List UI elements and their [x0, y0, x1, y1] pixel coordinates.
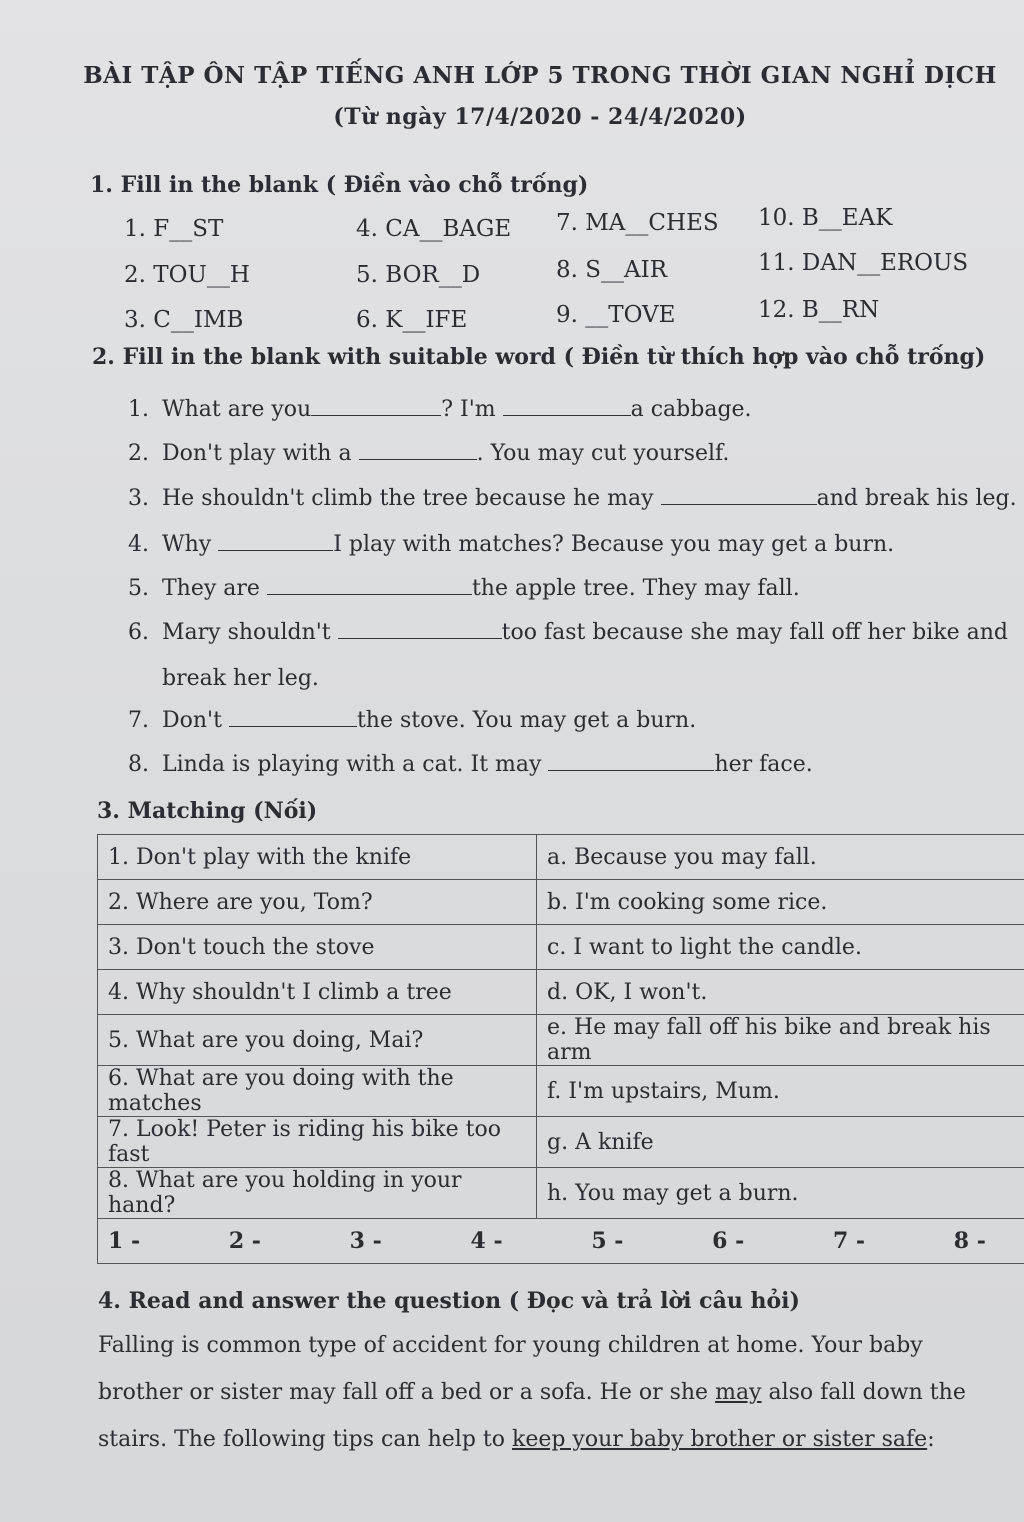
sentence-1: 1. What are you ? I'm a cabbage.: [128, 397, 752, 422]
right-cell: c. I want to light the candle.: [537, 925, 1024, 970]
table-row: [98, 1117, 1024, 1168]
right-cell: b. I'm cooking some rice.: [537, 880, 1024, 925]
left-cell: 4. Why shouldn't I climb a tree: [98, 970, 537, 1015]
sentence-6-continued: break her leg.: [162, 666, 319, 691]
sentence-6: 6. Mary shouldn't too fast because she may fall off her bike and: [128, 620, 1008, 645]
fill-item: 9. __TOVE: [556, 302, 676, 328]
answer-slot[interactable]: 7 -: [832, 1228, 866, 1254]
table-row: [98, 1066, 1024, 1117]
section4-heading: 4. Read and answer the question ( Đọc và trả lời câu hỏi): [98, 1288, 800, 1314]
right-cell: g. A knife: [537, 1117, 1024, 1168]
answer-blank[interactable]: [311, 397, 441, 416]
answer-row: [98, 1219, 1024, 1264]
left-cell: 7. Look! Peter is riding his bike too fast: [98, 1117, 537, 1168]
answer-blank[interactable]: [338, 620, 502, 639]
answer-slot[interactable]: 6 -: [712, 1228, 745, 1254]
sentence-5: 5. They are the apple tree. They may fall.: [128, 576, 800, 601]
table-row: [98, 1015, 1024, 1066]
section1-heading: 1. Fill in the blank ( Điền vào chỗ trống): [90, 172, 589, 198]
left-cell: 2. Where are you, Tom?: [98, 880, 537, 925]
right-cell: e. He may fall off his bike and break his arm: [537, 1015, 1024, 1066]
answer-slots: [108, 1228, 1024, 1254]
table-row: [98, 970, 1024, 1015]
answer-blank[interactable]: [359, 441, 477, 460]
table-row: [98, 925, 1024, 970]
left-cell: 3. Don't touch the stove: [98, 925, 537, 970]
reading-paragraph: Falling is common type of accident for young children at home. Your baby brother or sister may fall off a bed or a sofa. He or she may also fall down the stairs. The following tips can help to keep your baby brother or sister safe:: [98, 1333, 966, 1452]
left-cell: 5. What are you doing, Mai?: [98, 1015, 537, 1066]
worksheet-dates: (Từ ngày 17/4/2020 - 24/4/2020): [333, 104, 747, 130]
answer-slot[interactable]: 5 -: [591, 1228, 624, 1254]
right-cell: h. You may get a burn.: [537, 1168, 1024, 1219]
worksheet-title: BÀI TẬP ÔN TẬP TIẾNG ANH LỚP 5 TRONG THỜI GIAN NGHỈ DỊCH: [83, 62, 997, 89]
answer-slot[interactable]: 1 -: [108, 1228, 141, 1254]
section2-heading: 2. Fill in the blank with suitable word ( Điền từ thích hợp vào chỗ trống): [92, 344, 986, 370]
fill-item: 1. F__ST: [124, 216, 224, 242]
sentence-2: 2. Don't play with a . You may cut yourself.: [128, 441, 730, 466]
answer-slot[interactable]: 8 -: [953, 1228, 986, 1254]
left-cell: 8. What are you holding in your hand?: [98, 1168, 537, 1219]
sentence-3: 3. He shouldn't climb the tree because he may and break his leg.: [128, 486, 1017, 511]
fill-item: 7. MA__CHES: [556, 210, 719, 236]
sentence-7: 7. Don't the stove. You may get a burn.: [128, 708, 697, 733]
answer-blank[interactable]: [267, 576, 472, 595]
fill-item: 5. BOR__D: [356, 262, 481, 288]
right-cell: a. Because you may fall.: [537, 835, 1024, 880]
table-row: [98, 835, 1024, 880]
answer-blank[interactable]: [548, 752, 714, 771]
answer-slot[interactable]: 4 -: [470, 1228, 503, 1254]
table-row: [98, 1168, 1024, 1219]
left-cell: 6. What are you doing with the matches: [98, 1066, 537, 1117]
sentence-8: 8. Linda is playing with a cat. It may her face.: [128, 752, 813, 777]
answer-blank[interactable]: [218, 532, 333, 551]
fill-item: 12. B__RN: [758, 297, 880, 323]
right-cell: d. OK, I won't.: [537, 970, 1024, 1015]
fill-item: 4. CA__BAGE: [356, 216, 512, 242]
answer-blank[interactable]: [503, 397, 631, 416]
fill-item: 3. C__IMB: [124, 307, 244, 333]
fill-item: 10. B__EAK: [758, 205, 893, 231]
answer-blank[interactable]: [661, 486, 817, 505]
left-cell: 1. Don't play with the knife: [98, 835, 537, 880]
answer-slot[interactable]: 2 -: [228, 1228, 261, 1254]
table-row: [98, 880, 1024, 925]
fill-item: 8. S__AIR: [556, 257, 668, 283]
section3-heading: 3. Matching (Nối): [97, 798, 318, 824]
fill-item: 2. TOU__H: [124, 262, 250, 288]
fill-item: 6. K__IFE: [356, 307, 468, 333]
answer-blank[interactable]: [229, 708, 357, 727]
answer-slot[interactable]: 3 -: [349, 1228, 382, 1254]
matching-table: [97, 834, 1024, 1264]
right-cell: f. I'm upstairs, Mum.: [537, 1066, 1024, 1117]
sentence-4: 4. Why I play with matches? Because you may get a burn.: [128, 532, 895, 557]
fill-item: 11. DAN__EROUS: [758, 250, 969, 276]
